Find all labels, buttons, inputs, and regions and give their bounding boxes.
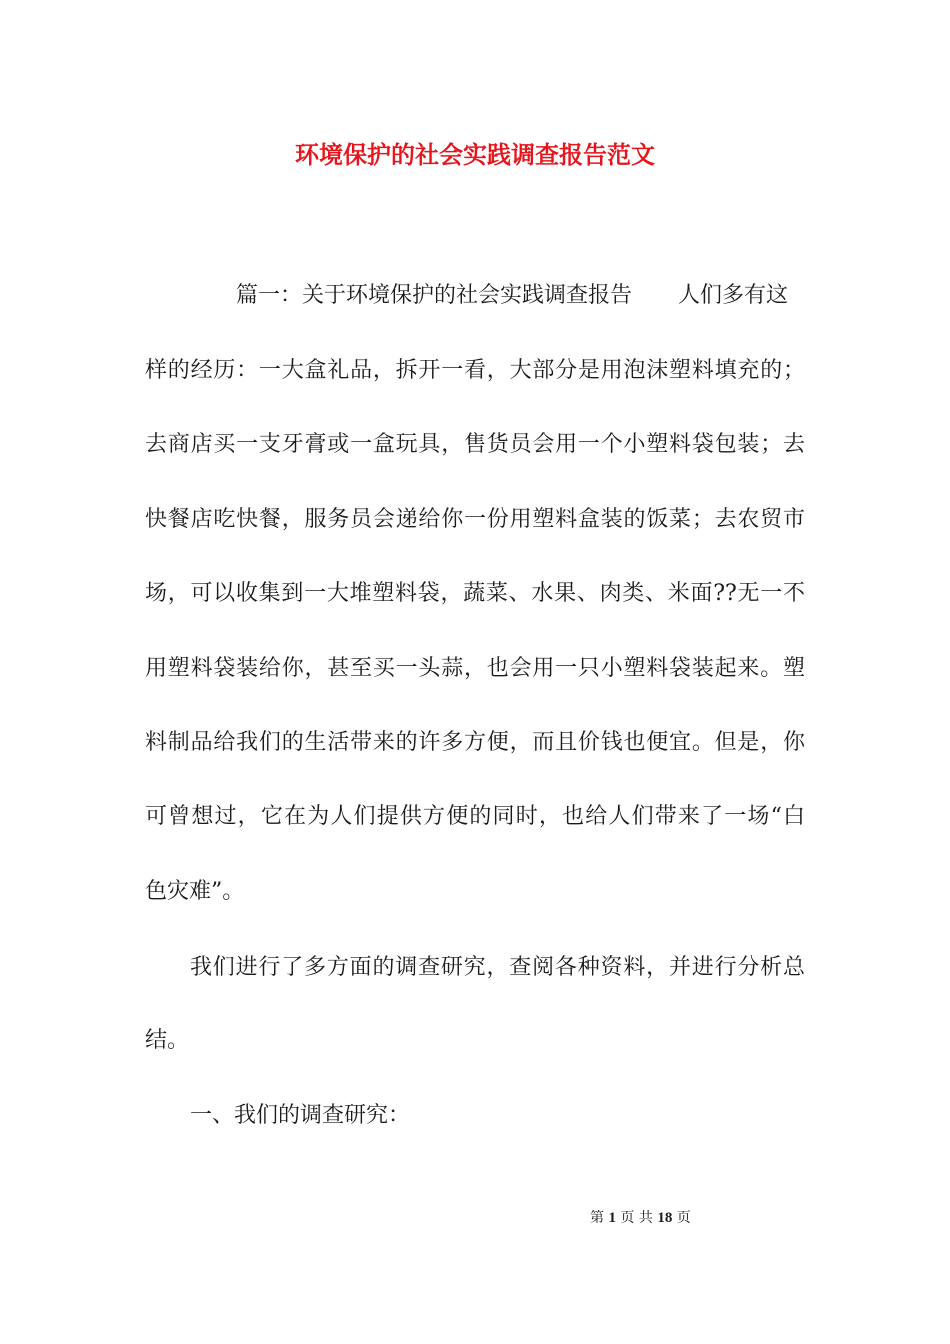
- section-heading-inline: 篇一：关于环境保护的社会实践调查报告: [236, 283, 633, 308]
- page-number: 1: [608, 1210, 616, 1226]
- footer-mid: 页 共: [620, 1210, 653, 1226]
- paragraph-line: 样的经历：一大盒礼品，拆开一看，大部分是用泡沫塑料填充的；: [145, 358, 805, 383]
- paragraph-line: [236, 281, 805, 311]
- section-heading: 一、我们的调查研究：: [190, 1103, 411, 1128]
- page-total: 18: [657, 1210, 673, 1226]
- page-footer: [590, 1208, 691, 1228]
- paragraph-line: 场，可以收集到一大堆塑料袋，蔬菜、水果、肉类、米面??无一不: [145, 581, 805, 606]
- footer-suffix: 页: [676, 1210, 691, 1226]
- paragraph-line: 用塑料袋装给你，甚至买一头蒜，也会用一只小塑料袋装起来。塑: [145, 656, 805, 681]
- document-title: 环境保护的社会实践调查报告范文: [295, 140, 655, 169]
- paragraph-line: 我们进行了多方面的调查研究，查阅各种资料，并进行分析总: [190, 955, 805, 980]
- paragraph-line: 结。: [145, 1028, 190, 1053]
- paragraph-line: 料制品给我们的生活带来的许多方便，而且价钱也便宜。但是，你: [145, 730, 805, 755]
- footer-prefix: 第: [590, 1210, 604, 1226]
- paragraph-line: 快餐店吃快餐，服务员会递给你一份用塑料盒装的饭菜；去农贸市: [145, 507, 805, 532]
- paragraph-line: 可曾想过，它在为人们提供方便的同时，也给人们带来了一场“白: [145, 804, 805, 829]
- paragraph-text: 人们多有这: [678, 283, 789, 308]
- paragraph-line: 色灾难”。: [145, 879, 245, 904]
- paragraph-line: 去商店买一支牙膏或一盒玩具，售货员会用一个小塑料袋包装；去: [145, 432, 805, 457]
